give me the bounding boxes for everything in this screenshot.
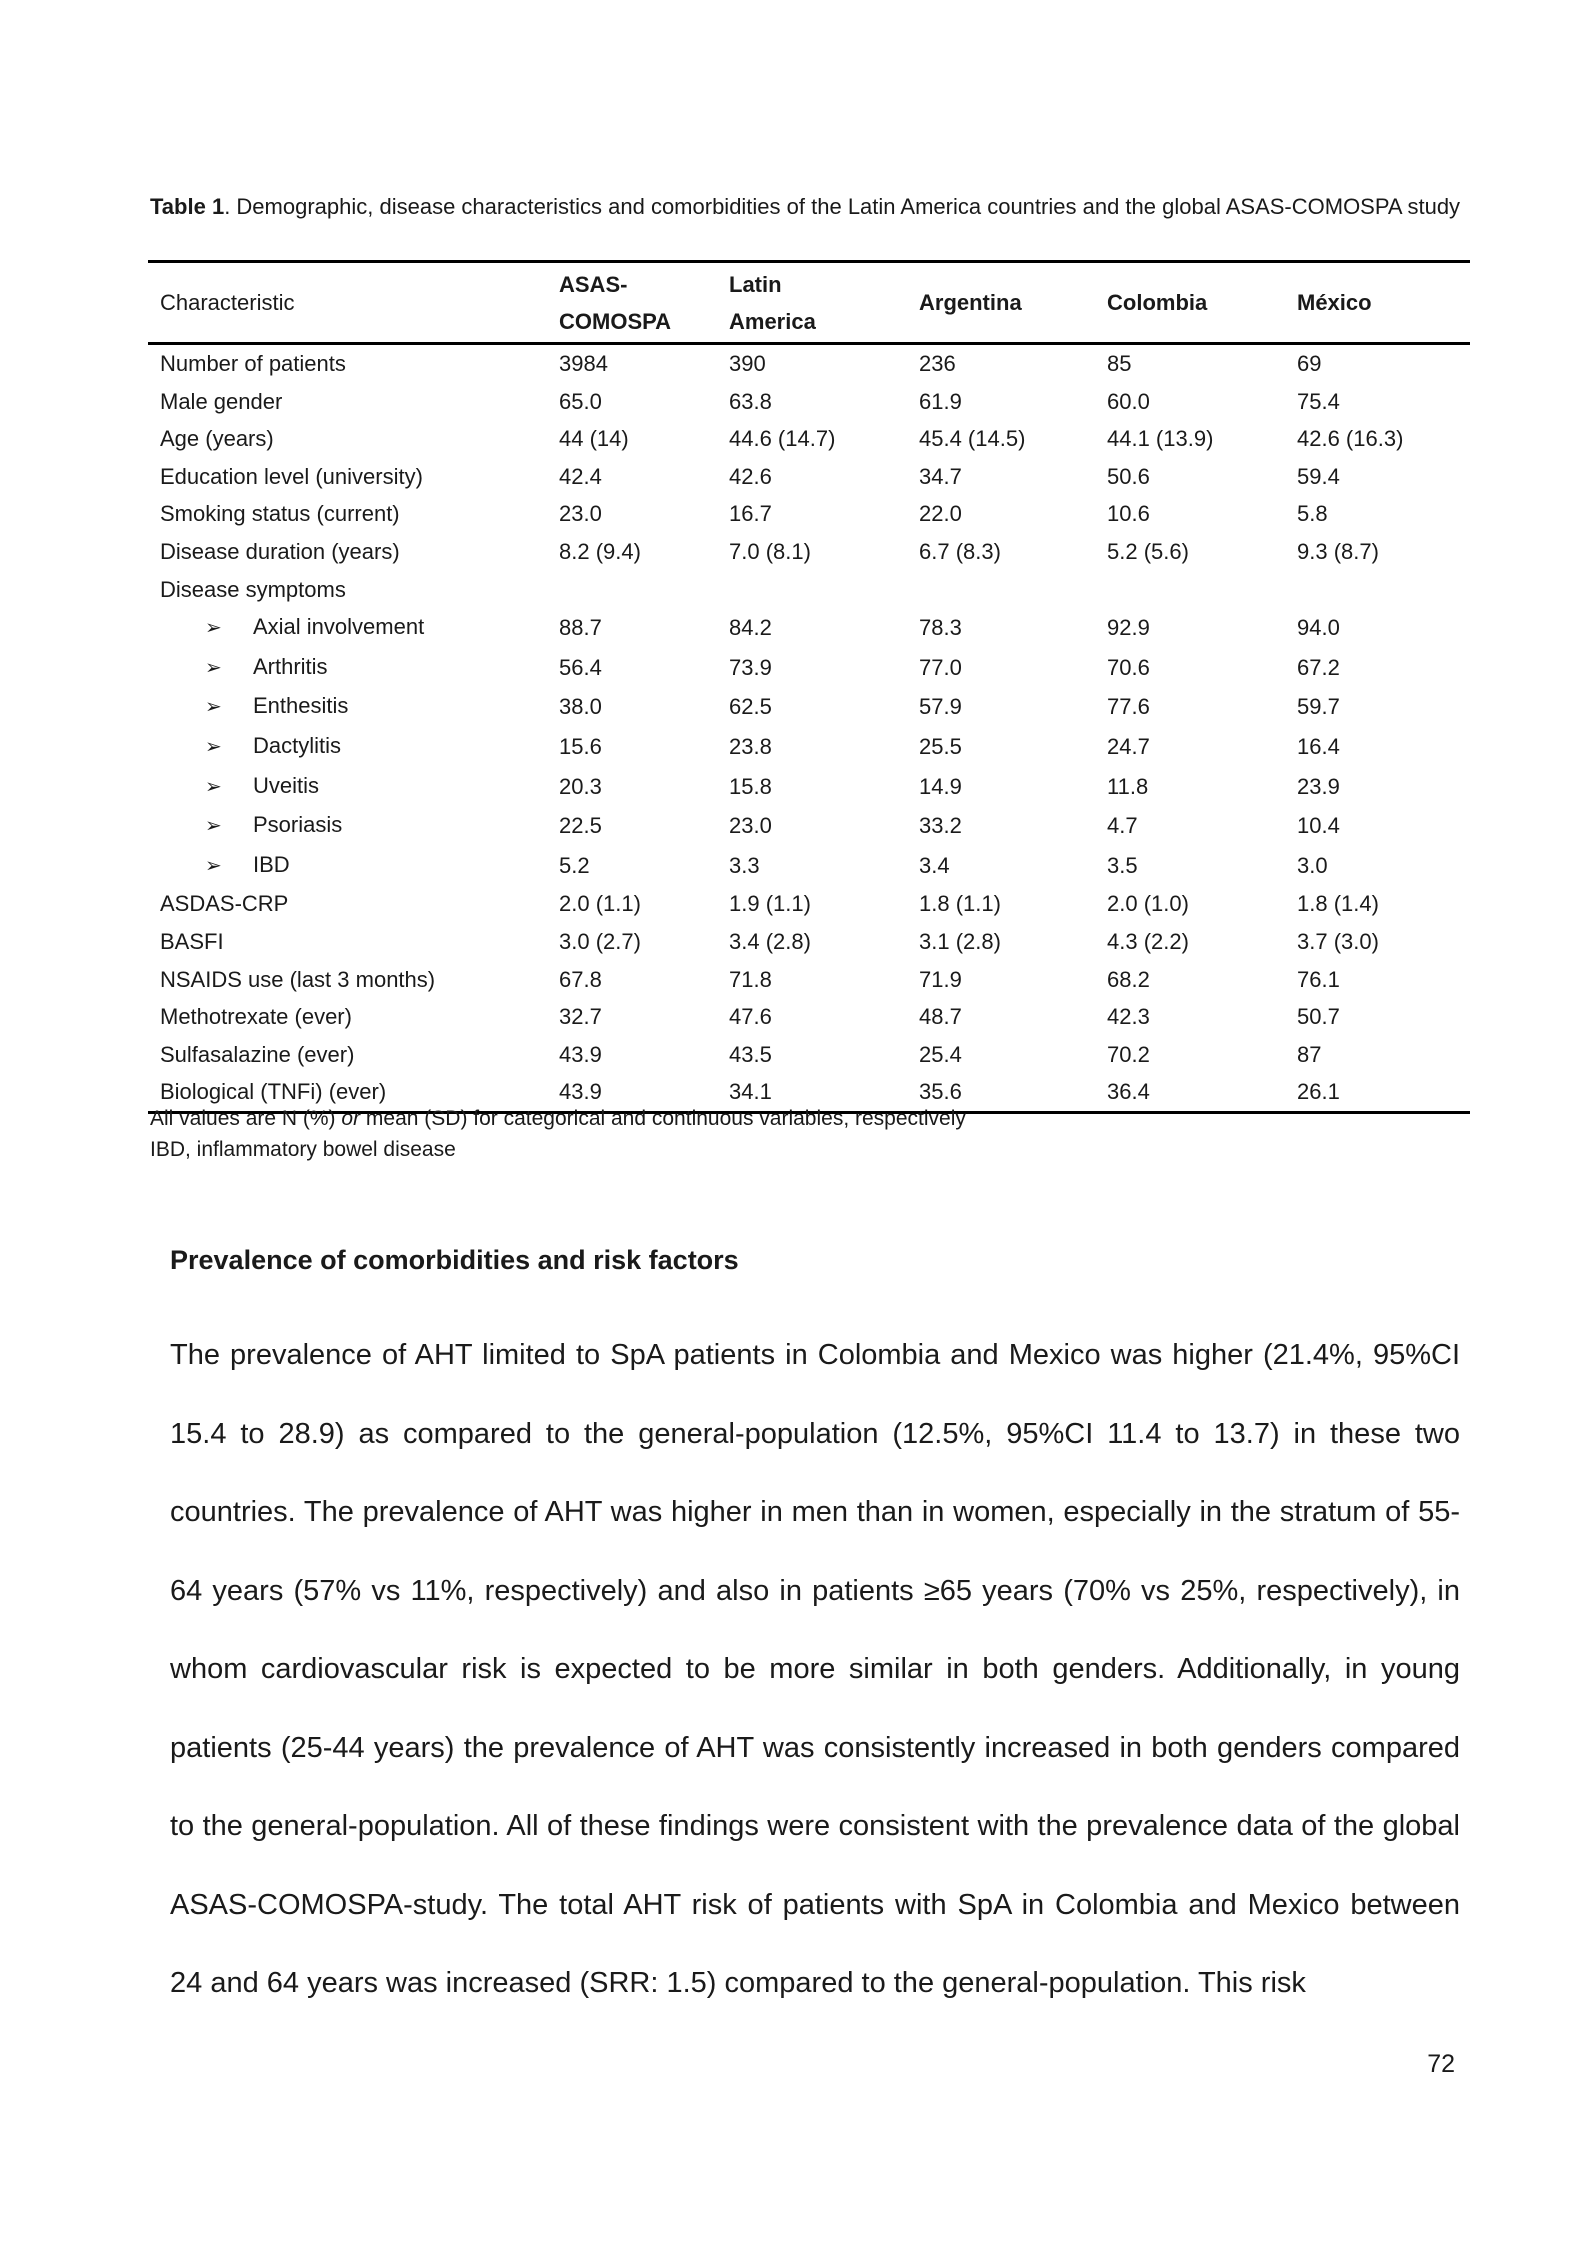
table-cell: 8.2 (9.4)	[559, 538, 641, 564]
table-cell: 25.4	[919, 1041, 962, 1067]
row-label-text: Education level (university)	[160, 463, 423, 489]
row-label-text: Enthesitis	[253, 693, 349, 719]
row-label	[148, 533, 547, 571]
table-cell: 43.9	[559, 1041, 602, 1067]
table-cell: 65.0	[559, 388, 602, 414]
table-cell: 9.3 (8.7)	[1297, 538, 1379, 564]
table-row	[148, 533, 1470, 571]
table-cell: 3.0	[1297, 852, 1328, 878]
table-cell: 6.7 (8.3)	[919, 538, 1001, 564]
demographics-table	[148, 260, 1470, 1114]
section-heading: Prevalence of comorbidities and risk factors	[170, 1245, 739, 1275]
table-cell: 68.2	[1107, 966, 1150, 992]
table-cell: 3.0 (2.7)	[559, 928, 641, 954]
table-cell: 1.8 (1.4)	[1297, 891, 1379, 917]
table-cell: 44 (14)	[559, 426, 629, 452]
table-row	[148, 806, 1470, 846]
table-cell: 3984	[559, 351, 608, 376]
table-cell: 47.6	[729, 1004, 772, 1030]
arrow-bullet-icon: ➢	[205, 617, 222, 640]
table-cell: 92.9	[1107, 615, 1150, 641]
row-label-text: Psoriasis	[253, 812, 343, 838]
table-cell: 88.7	[559, 615, 602, 641]
table-cell: 45.4 (14.5)	[919, 426, 1026, 452]
row-label	[148, 1036, 547, 1074]
table-cell: 2.0 (1.0)	[1107, 891, 1189, 917]
column-header-line1: Argentina	[919, 290, 1022, 315]
table-cell: 15.6	[559, 733, 602, 759]
section-paragraph: The prevalence of AHT limited to SpA patients in Colombia and Mexico was higher (21.4%, 95%CI 15.4 to 28.9) as compared to the general-population (12.5%, 95%CI 11.4 to 13.7) in these two countries. The prevalence of AHT was higher in men than in women, especially in the stratum of 55-64 years (57% vs 11%, respectively) and also in patients ≥65 years (70% vs 25%, respectively), in whom cardiovascular risk is expected to be more similar in both genders. Additionally, in young patients (25-44 years) the prevalence of AHT was consistently increased in both genders compared to the general-population. All of these findings were consistent with the prevalence data of the global ASAS-COMOSPA-study. The total AHT risk of patients with SpA in Colombia and Mexico between 24 and 64 years was increased (SRR: 1.5) compared to the general-population. This risk	[170, 1339, 1460, 1999]
table-cell: 5.2	[559, 852, 590, 878]
table-cell: 43.5	[729, 1041, 772, 1067]
row-label	[148, 383, 547, 421]
table-cell: 87	[1297, 1041, 1322, 1067]
column-header-line1: Characteristic	[160, 290, 295, 315]
table-cell: 11.8	[1107, 773, 1149, 799]
table-cell: 42.6 (16.3)	[1297, 426, 1404, 452]
table-cell: 36.4	[1107, 1079, 1150, 1105]
table-cell: 22.5	[559, 813, 602, 839]
table-header	[148, 262, 1470, 344]
table-cell: 75.4	[1297, 388, 1340, 414]
row-label-text: Disease symptoms	[160, 576, 346, 602]
table-cell: 59.7	[1297, 694, 1340, 720]
column-header-line1: Colombia	[1107, 290, 1208, 315]
table-cell: 84.2	[729, 615, 772, 641]
table-footnote-abbrev: IBD, inflammatory bowel disease	[150, 1138, 456, 1161]
row-label-text: Age (years)	[160, 426, 274, 452]
table-cell: 3.4 (2.8)	[729, 928, 811, 954]
table-cell: 59.4	[1297, 463, 1340, 489]
row-label-text: Biological (TNFi) (ever)	[160, 1079, 387, 1105]
table-caption-label: Table 1	[150, 194, 225, 219]
table-cell: 38.0	[559, 694, 602, 720]
table-cell: 20.3	[559, 773, 602, 799]
row-label-text: Disease duration (years)	[160, 538, 400, 564]
column-header	[907, 262, 1095, 344]
table-cell: 61.9	[919, 388, 962, 414]
column-header	[717, 262, 907, 344]
table-cell: 50.6	[1107, 463, 1150, 489]
table-cell: 48.7	[919, 1004, 962, 1030]
table-cell: 25.5	[919, 733, 962, 759]
arrow-bullet-icon: ➢	[205, 854, 222, 877]
row-label-text: Uveitis	[253, 772, 320, 798]
row-label-text: Smoking status (current)	[160, 501, 400, 527]
arrow-bullet-icon: ➢	[205, 775, 222, 798]
footnote-text-rest: mean (SD) for categorical and continuous variables, respectively	[360, 1107, 966, 1130]
row-label	[148, 458, 547, 496]
row-label	[148, 885, 547, 923]
column-header	[148, 262, 547, 344]
table-cell: 2.0 (1.1)	[559, 891, 641, 917]
table-cell: 42.4	[559, 463, 602, 489]
table-row	[148, 961, 1470, 999]
table-cell: 3.1 (2.8)	[919, 928, 1001, 954]
table-cell: 390	[729, 351, 766, 376]
table-cell: 3.7 (3.0)	[1297, 928, 1379, 954]
table-cell: 73.9	[729, 654, 772, 680]
row-label	[148, 846, 547, 886]
row-label-text: IBD	[253, 851, 290, 877]
column-header-line2: COMOSPA	[559, 308, 672, 334]
row-label	[148, 344, 547, 383]
table-cell: 236	[919, 351, 956, 376]
column-header	[1285, 262, 1470, 344]
row-label-text: BASFI	[160, 928, 224, 954]
table-row	[148, 846, 1470, 886]
table-cell: 4.7	[1107, 813, 1138, 839]
table-cell: 76.1	[1297, 966, 1340, 992]
column-header-line1: Latin	[729, 271, 782, 297]
table-cell: 77.6	[1107, 694, 1150, 720]
table-cell	[717, 571, 907, 609]
row-label	[148, 571, 547, 609]
table-row	[148, 648, 1470, 688]
row-label-text: Number of patients	[160, 351, 346, 376]
row-label	[148, 806, 547, 846]
table-cell: 94.0	[1297, 615, 1340, 641]
table-cell: 22.0	[919, 501, 962, 527]
table-cell: 43.9	[559, 1079, 602, 1105]
row-label-text: Sulfasalazine (ever)	[160, 1041, 355, 1067]
table-cell: 71.8	[729, 966, 772, 992]
table-row	[148, 495, 1470, 533]
table-cell: 67.8	[559, 966, 602, 992]
table-caption	[150, 190, 1465, 223]
table-row	[148, 344, 1470, 383]
table-cell: 62.5	[729, 694, 772, 720]
column-header-line1: ASAS-	[559, 271, 628, 297]
table-row	[148, 383, 1470, 421]
arrow-bullet-icon: ➢	[205, 735, 222, 758]
table-cell: 33.2	[919, 813, 962, 839]
row-label	[148, 998, 547, 1036]
table-cell: 16.7	[729, 501, 772, 527]
table-cell: 70.6	[1107, 654, 1150, 680]
row-label-text: Male gender	[160, 388, 283, 414]
table-cell	[907, 571, 1095, 609]
table-row	[148, 885, 1470, 923]
page-number: 72	[1427, 2050, 1455, 2078]
table-cell: 1.8 (1.1)	[919, 891, 1001, 917]
table-cell: 35.6	[919, 1079, 962, 1105]
row-label	[148, 923, 547, 961]
column-header	[547, 262, 717, 344]
table-cell: 23.0	[559, 501, 602, 527]
table-cell: 16.4	[1297, 733, 1340, 759]
row-label-text: ASDAS-CRP	[160, 891, 289, 917]
table-cell: 10.6	[1107, 501, 1150, 527]
table-cell: 42.6	[729, 463, 772, 489]
table-cell: 15.8	[729, 773, 772, 799]
table-cell: 5.8	[1297, 501, 1328, 527]
table-cell: 23.8	[729, 733, 772, 759]
table-cell: 24.7	[1107, 733, 1150, 759]
table-cell: 1.9 (1.1)	[729, 891, 811, 917]
table-cell: 3.5	[1107, 852, 1138, 878]
arrow-bullet-icon: ➢	[205, 815, 222, 838]
arrow-bullet-icon: ➢	[205, 696, 222, 719]
table-row	[148, 727, 1470, 767]
row-label	[148, 687, 547, 727]
table-cell: 14.9	[919, 773, 962, 799]
table-cell: 57.9	[919, 694, 962, 720]
table-row	[148, 608, 1470, 648]
table-cell: 56.4	[559, 654, 602, 680]
row-label	[148, 420, 547, 458]
table-cell: 69	[1297, 351, 1322, 376]
table-row	[148, 923, 1470, 961]
table-row	[148, 420, 1470, 458]
table-row	[148, 998, 1470, 1036]
table-cell: 4.3 (2.2)	[1107, 928, 1189, 954]
table-cell	[1285, 571, 1470, 609]
row-label	[148, 648, 547, 688]
row-label-text: Dactylitis	[253, 732, 342, 758]
table-cell: 32.7	[559, 1004, 602, 1030]
table-caption-text: . Demographic, disease characteristics and comorbidities of the Latin America countries and the global ASAS-COMOSPA study	[224, 194, 1461, 219]
table-cell: 44.6 (14.7)	[729, 426, 836, 452]
table-cell: 5.2 (5.6)	[1107, 538, 1189, 564]
table-body	[148, 344, 1470, 1113]
table-cell: 42.3	[1107, 1004, 1150, 1030]
table-row	[148, 687, 1470, 727]
column-header-line1: México	[1297, 290, 1372, 315]
row-label	[148, 961, 547, 999]
table-footnote	[150, 1103, 966, 1134]
row-label-text: Methotrexate (ever)	[160, 1004, 352, 1030]
table-cell: 26.1	[1297, 1079, 1340, 1105]
arrow-bullet-icon: ➢	[205, 656, 222, 679]
table-cell: 77.0	[919, 654, 962, 680]
footnote-text: All values are N (%)	[150, 1107, 342, 1130]
row-label	[148, 495, 547, 533]
table-cell: 34.1	[729, 1079, 772, 1105]
table-cell: 70.2	[1107, 1041, 1150, 1067]
row-label-text: Arthritis	[253, 653, 328, 679]
table-cell: 3.3	[729, 852, 760, 878]
table-cell	[547, 571, 717, 609]
table-row	[148, 458, 1470, 496]
table-cell: 60.0	[1107, 388, 1150, 414]
table-row	[148, 571, 1470, 609]
row-label	[148, 608, 547, 648]
table-cell: 23.0	[729, 813, 772, 839]
table-cell: 50.7	[1297, 1004, 1340, 1030]
row-label	[148, 767, 547, 807]
table-container	[148, 260, 1470, 1114]
table-cell: 85	[1107, 351, 1132, 376]
table-cell: 44.1 (13.9)	[1107, 426, 1214, 452]
table-cell: 78.3	[919, 615, 962, 641]
table-cell: 7.0 (8.1)	[729, 538, 811, 564]
table-cell	[1095, 571, 1285, 609]
row-label-text: NSAIDS use (last 3 months)	[160, 966, 436, 992]
row-label	[148, 727, 547, 767]
table-row	[148, 767, 1470, 807]
table-row	[148, 1036, 1470, 1074]
table-cell: 10.4	[1297, 813, 1340, 839]
table-cell: 34.7	[919, 463, 962, 489]
table-cell: 67.2	[1297, 654, 1340, 680]
table-cell: 23.9	[1297, 773, 1340, 799]
table-cell: 71.9	[919, 966, 962, 992]
column-header	[1095, 262, 1285, 344]
column-header-line2: America	[729, 308, 816, 334]
table-cell: 63.8	[729, 388, 772, 414]
footnote-or: or	[341, 1107, 361, 1130]
row-label-text: Axial involvement	[253, 614, 425, 640]
table-cell: 3.4	[919, 852, 950, 878]
